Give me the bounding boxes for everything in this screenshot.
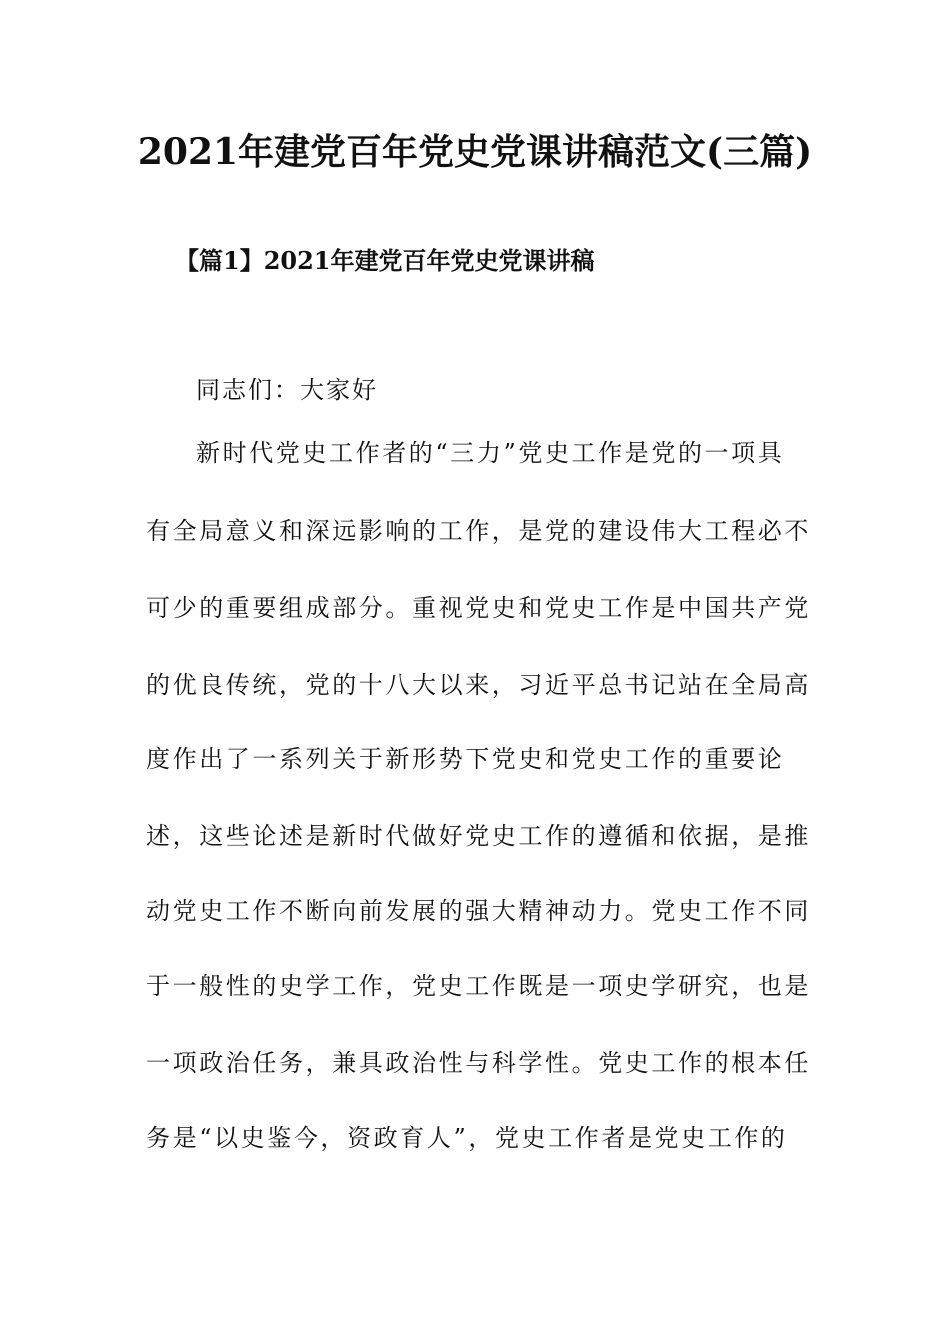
paragraph-line: 一项政治任务，兼具政治性与科学性。党史工作的根本任 bbox=[146, 1049, 811, 1077]
paragraph-line: 可少的重要组成部分。重视党史和党史工作是中国共产党 bbox=[146, 594, 811, 622]
paragraph-line: 的优良传统，党的十八大以来，习近平总书记站在全局高 bbox=[146, 671, 811, 699]
section-heading: 【篇1】2021年建党百年党史党课讲稿 bbox=[175, 246, 595, 275]
document-title: 2021年建党百年党史党课讲稿范文(三篇) bbox=[137, 131, 813, 173]
paragraph-line: 于一般性的史学工作，党史工作既是一项史学研究，也是 bbox=[146, 972, 811, 1000]
paragraph-line: 动党史工作不断向前发展的强大精神动力。党史工作不同 bbox=[146, 897, 811, 925]
paragraph-line: 有全局意义和深远影响的工作，是党的建设伟大工程必不 bbox=[146, 517, 811, 545]
paragraph-line: 度作出了一系列关于新形势下党史和党史工作的重要论 bbox=[146, 745, 785, 773]
paragraph-line: 述，这些论述是新时代做好党史工作的遵循和依据，是推 bbox=[146, 822, 811, 850]
paragraph-line: 新时代党史工作者的“三力”党史工作是党的一项具 bbox=[196, 439, 785, 467]
paragraph-line: 务是“以史鉴今，资政育人”，党史工作者是党史工作的 bbox=[146, 1124, 788, 1152]
greeting-line: 同志们：大家好 bbox=[196, 376, 378, 404]
